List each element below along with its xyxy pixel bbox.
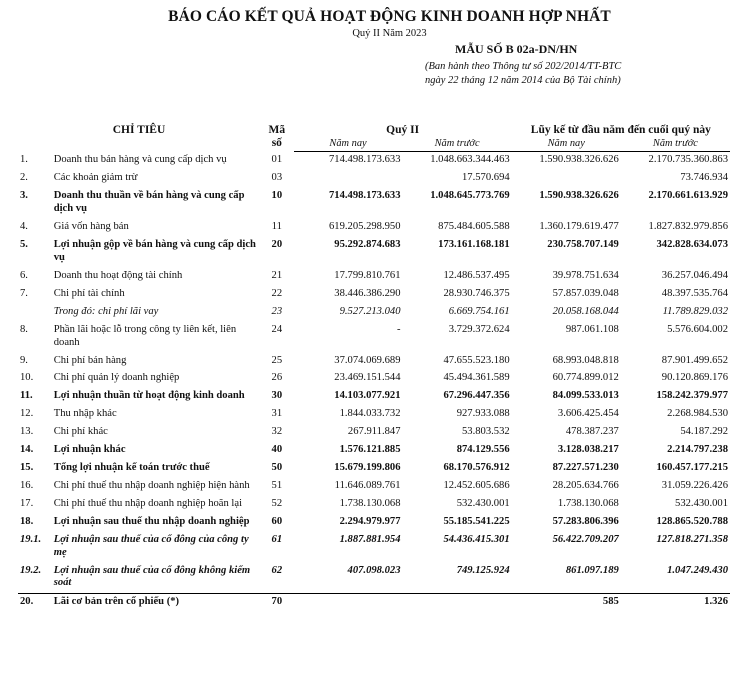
income-statement-table <box>18 123 730 612</box>
row-quarter-previous: 875.484.605.588 <box>438 221 510 233</box>
row-quarter-current: 9.527.213.040 <box>339 305 401 317</box>
row-cumulative-current: 87.227.571.230 <box>552 462 619 474</box>
row-quarter-current: 37.074.069.689 <box>334 354 401 366</box>
report-page <box>0 8 749 690</box>
row-label: Chi phí bán hàng <box>53 354 127 366</box>
col-group-quarter: Quý II <box>386 124 420 136</box>
row-index: 19.2. <box>20 564 42 576</box>
row-cumulative-previous: 11.789.829.032 <box>662 305 728 317</box>
row-quarter-previous: 1.048.645.773.769 <box>430 190 510 202</box>
row-label: Giá vốn hàng bán <box>53 221 129 233</box>
row-quarter-previous: 12.452.605.686 <box>443 479 510 491</box>
row-cumulative-previous: 2.170.735.360.863 <box>648 154 728 166</box>
col-header-chitieu: CHỈ TIÊU <box>112 124 166 136</box>
row-cumulative-current: 20.058.168.044 <box>552 305 619 317</box>
row-quarter-current: 714.498.173.633 <box>328 154 401 166</box>
row-cumulative-current: 3.128.038.217 <box>557 444 619 456</box>
col-header-code-line1: Mã <box>268 124 286 136</box>
row-quarter-current: 1.844.033.732 <box>339 408 401 420</box>
report-period: Quý II Năm 2023 <box>352 28 427 39</box>
row-code: 50 <box>271 462 283 474</box>
page-title: BÁO CÁO KẾT QUẢ HOẠT ĐỘNG KINH DOANH HỢP NHẤT <box>168 8 611 25</box>
row-cumulative-current: 478.387.237 <box>565 426 619 438</box>
row-cumulative-current: 56.422.709.207 <box>552 533 619 545</box>
table-row <box>18 460 730 478</box>
row-index: 18. <box>20 515 34 527</box>
row-quarter-current: 714.498.173.633 <box>328 190 401 202</box>
row-cumulative-current: 861.097.189 <box>565 564 619 576</box>
row-cumulative-current: 60.774.899.012 <box>552 372 619 384</box>
row-cumulative-current: 28.205.634.766 <box>552 479 619 491</box>
row-cumulative-current: 987.061.108 <box>565 323 619 335</box>
row-quarter-current <box>294 593 403 611</box>
row-label: Chi phí khác <box>53 426 108 438</box>
row-cumulative-previous: 48.397.535.764 <box>661 287 728 299</box>
row-cumulative-current: 1.360.179.619.477 <box>539 221 619 233</box>
table-row <box>18 531 730 562</box>
row-code: 52 <box>271 497 283 509</box>
row-quarter-previous: 28.930.746.375 <box>443 287 510 299</box>
row-quarter-previous: 67.296.447.356 <box>443 390 510 402</box>
row-quarter-current: 23.469.151.544 <box>334 372 401 384</box>
col-header-code <box>260 123 294 151</box>
row-cumulative-previous: 2.268.984.530 <box>667 408 728 420</box>
row-quarter-current: 11.646.089.761 <box>334 479 401 491</box>
table-row <box>18 188 730 219</box>
row-cumulative-previous: 1.326 <box>621 593 730 611</box>
row-code: 11 <box>271 221 282 233</box>
row-quarter-previous: 53.803.532 <box>461 426 510 438</box>
col-header-code-line2: số <box>271 137 282 150</box>
issuing-note-line1: (Ban hành theo Thông tư số 202/2014/TT-BTC <box>425 61 622 72</box>
issuing-note <box>425 60 621 88</box>
row-index: 5. <box>20 239 28 251</box>
table-row <box>18 321 730 352</box>
row-code: 03 <box>271 172 283 184</box>
row-index: 3. <box>20 190 28 202</box>
row-quarter-previous: 17.570.694 <box>461 172 510 184</box>
row-code: 31 <box>271 408 283 420</box>
row-label: Thu nhập khác <box>53 408 117 420</box>
row-label: Chi phí thuế thu nhập doanh nghiệp hiện hành <box>53 479 250 491</box>
row-index: 8. <box>20 323 28 335</box>
row-cumulative-previous: 31.059.226.426 <box>661 479 728 491</box>
row-cumulative-previous: 158.242.379.977 <box>656 390 728 402</box>
row-cumulative-current: 1.590.938.326.626 <box>539 154 619 166</box>
row-code: 51 <box>271 479 283 491</box>
row-label: Chi phí thuế thu nhập doanh nghiệp hoãn lại <box>53 497 243 509</box>
row-quarter-current: 1.887.881.954 <box>339 533 401 545</box>
table-row <box>18 219 730 237</box>
row-cumulative-previous: 1.827.832.979.856 <box>648 221 728 233</box>
row-cumulative-current: 1.738.130.068 <box>557 497 619 509</box>
row-code: 24 <box>271 323 283 335</box>
row-index: 12. <box>20 408 34 420</box>
row-index: 4. <box>20 221 28 233</box>
table-row <box>18 170 730 188</box>
row-index: 17. <box>20 497 34 509</box>
row-quarter-current: 95.292.874.683 <box>334 239 401 251</box>
row-quarter-current: 15.679.199.806 <box>334 462 401 474</box>
form-code: MẪU SỐ B 02a-DN/HN <box>455 42 578 56</box>
table-row <box>18 593 730 611</box>
row-quarter-previous: 6.669.754.161 <box>448 305 510 317</box>
row-code: 40 <box>271 444 283 456</box>
row-index: 11. <box>20 390 33 402</box>
row-quarter-current: 619.205.298.950 <box>328 221 401 233</box>
row-quarter-current: 1.738.130.068 <box>339 497 401 509</box>
row-code: 22 <box>271 287 283 299</box>
row-quarter-previous: 54.436.415.301 <box>443 533 510 545</box>
row-index: 6. <box>20 269 28 281</box>
table-row <box>18 562 730 593</box>
table-row <box>18 388 730 406</box>
row-cumulative-previous: 90.120.869.176 <box>661 372 728 384</box>
row-label: Doanh thu hoạt động tài chính <box>53 269 183 281</box>
row-code: 23 <box>271 305 283 317</box>
row-index: 14. <box>20 444 34 456</box>
table-row <box>18 352 730 370</box>
row-cumulative-current: 3.606.425.454 <box>557 408 619 420</box>
row-cumulative-current: 68.993.048.818 <box>552 354 619 366</box>
table-row <box>18 370 730 388</box>
row-cumulative-current: 585 <box>512 593 621 611</box>
row-cumulative-previous: 127.818.271.358 <box>656 533 728 545</box>
row-quarter-previous: 55.185.541.225 <box>443 515 510 527</box>
row-quarter-previous: 532.430.001 <box>456 497 510 509</box>
row-index: 9. <box>20 354 28 366</box>
row-cumulative-current: 39.978.751.634 <box>552 269 619 281</box>
row-label: Phần lãi hoặc lỗ trong công ty liên kết, liên doanh <box>53 323 237 348</box>
row-cumulative-current: 1.590.938.326.626 <box>539 190 619 202</box>
col-header-q-previous: Năm trước <box>403 137 512 151</box>
row-label: Tổng lợi nhuận kế toán trước thuế <box>53 462 210 474</box>
row-cumulative-previous: 160.457.177.215 <box>656 462 728 474</box>
row-index: 2. <box>20 172 28 184</box>
row-quarter-previous: 173.161.168.181 <box>438 239 510 251</box>
col-header-y-current: Năm nay <box>512 137 621 151</box>
row-label: Lợi nhuận sau thuế thu nhập doanh nghiệp <box>53 515 250 527</box>
table-row <box>18 237 730 268</box>
row-code: 10 <box>271 190 283 202</box>
row-quarter-current <box>294 170 403 188</box>
row-cumulative-previous: 128.865.520.788 <box>656 515 728 527</box>
col-header-q-current: Năm nay <box>294 137 403 151</box>
row-code: 30 <box>271 390 283 402</box>
row-cumulative-current: 57.283.806.396 <box>552 515 619 527</box>
row-label: Chi phí quản lý doanh nghiệp <box>53 372 180 384</box>
row-code: 70 <box>260 593 294 611</box>
table-header <box>18 123 730 151</box>
table-row <box>18 267 730 285</box>
row-cumulative-previous: 532.430.001 <box>675 497 728 509</box>
row-quarter-previous: 47.655.523.180 <box>443 354 510 366</box>
row-label: Lợi nhuận sau thuế của cổ đông không kiểm soát <box>53 564 251 589</box>
row-code: 25 <box>271 354 283 366</box>
row-label: Lãi cơ bản trên cổ phiếu (*) <box>52 593 260 611</box>
row-cumulative-previous: 36.257.046.494 <box>661 269 728 281</box>
issuing-note-line2: ngày 22 tháng 12 năm 2014 của Bộ Tài chính) <box>425 75 621 87</box>
row-quarter-previous: 45.494.361.589 <box>443 372 510 384</box>
table-row <box>18 424 730 442</box>
row-quarter-previous: 874.129.556 <box>456 444 510 456</box>
row-cumulative-previous: 5.576.604.002 <box>667 323 728 335</box>
table-row <box>18 285 730 303</box>
row-quarter-current: 17.799.810.761 <box>334 269 401 281</box>
table-row <box>18 477 730 495</box>
row-code: 01 <box>271 153 283 165</box>
row-code: 26 <box>271 372 283 384</box>
row-label: Doanh thu bán hàng và cung cấp dịch vụ <box>53 153 227 165</box>
row-cumulative-current <box>512 170 621 188</box>
row-quarter-current: 2.294.979.977 <box>339 515 401 527</box>
row-cumulative-previous: 2.214.797.238 <box>667 444 728 456</box>
table-row <box>18 442 730 460</box>
table-row <box>18 151 730 169</box>
row-code: 61 <box>271 533 283 545</box>
row-label: Trong đó: chi phí lãi vay <box>53 305 159 317</box>
row-quarter-previous: 927.933.088 <box>456 408 510 420</box>
row-cumulative-previous: 1.047.249.430 <box>667 564 728 576</box>
table-row <box>18 513 730 531</box>
row-quarter-current: 38.446.386.290 <box>334 287 401 299</box>
row-cumulative-previous: 87.901.499.652 <box>661 354 728 366</box>
row-cumulative-previous: 73.746.934 <box>680 172 728 184</box>
row-label: Doanh thu thuần về bán hàng và cung cấp dịch vụ <box>53 190 245 215</box>
row-quarter-previous: 12.486.537.495 <box>443 269 510 281</box>
row-quarter-previous: 68.170.576.912 <box>443 462 510 474</box>
row-label: Lợi nhuận sau thuế của cổ đông của công ty mẹ <box>53 533 249 558</box>
row-quarter-previous: 749.125.924 <box>456 564 510 576</box>
row-cumulative-previous: 342.828.634.073 <box>656 239 728 251</box>
row-index: 10. <box>20 372 34 384</box>
row-index: 13. <box>20 426 34 438</box>
row-quarter-current: - <box>396 323 401 335</box>
row-quarter-previous: 3.729.372.624 <box>448 323 510 335</box>
table-row <box>18 303 730 321</box>
row-label: Lợi nhuận khác <box>53 444 126 456</box>
row-cumulative-current: 57.857.039.048 <box>552 287 619 299</box>
row-index: 7. <box>20 287 28 299</box>
col-header-y-previous: Năm trước <box>621 137 730 151</box>
row-cumulative-current: 84.099.533.013 <box>552 390 619 402</box>
row-index: 20. <box>18 593 52 611</box>
table-row <box>18 495 730 513</box>
table-row <box>18 406 730 424</box>
row-label: Chi phí tài chính <box>53 287 125 299</box>
row-cumulative-current: 230.758.707.149 <box>547 239 619 251</box>
row-quarter-previous: 1.048.663.344.463 <box>430 154 510 166</box>
row-cumulative-previous: 2.170.661.613.929 <box>648 190 728 202</box>
row-quarter-current: 1.576.121.885 <box>339 444 401 456</box>
row-index <box>18 303 52 321</box>
row-label: Các khoản giảm trừ <box>53 172 138 184</box>
row-index: 19.1. <box>20 533 42 545</box>
row-quarter-previous <box>403 593 512 611</box>
row-label: Lợi nhuận thuần từ hoạt động kinh doanh <box>53 390 245 402</box>
row-index: 16. <box>20 479 34 491</box>
row-index: 15. <box>20 462 34 474</box>
row-code: 62 <box>271 564 283 576</box>
row-index: 1. <box>20 153 28 165</box>
table-body <box>18 151 730 611</box>
row-quarter-current: 14.103.077.921 <box>334 390 401 402</box>
row-quarter-current: 267.911.847 <box>347 426 401 438</box>
row-quarter-current: 407.098.023 <box>347 564 401 576</box>
col-group-cumulative: Lũy kế từ đầu năm đến cuối quý này <box>530 124 711 136</box>
row-code: 32 <box>271 426 283 438</box>
row-label: Lợi nhuận gộp về bán hàng và cung cấp dịch vụ <box>53 239 256 263</box>
row-code: 20 <box>271 239 283 251</box>
row-code: 21 <box>271 269 283 281</box>
row-cumulative-previous: 54.187.292 <box>680 426 728 438</box>
row-code: 60 <box>271 515 283 527</box>
